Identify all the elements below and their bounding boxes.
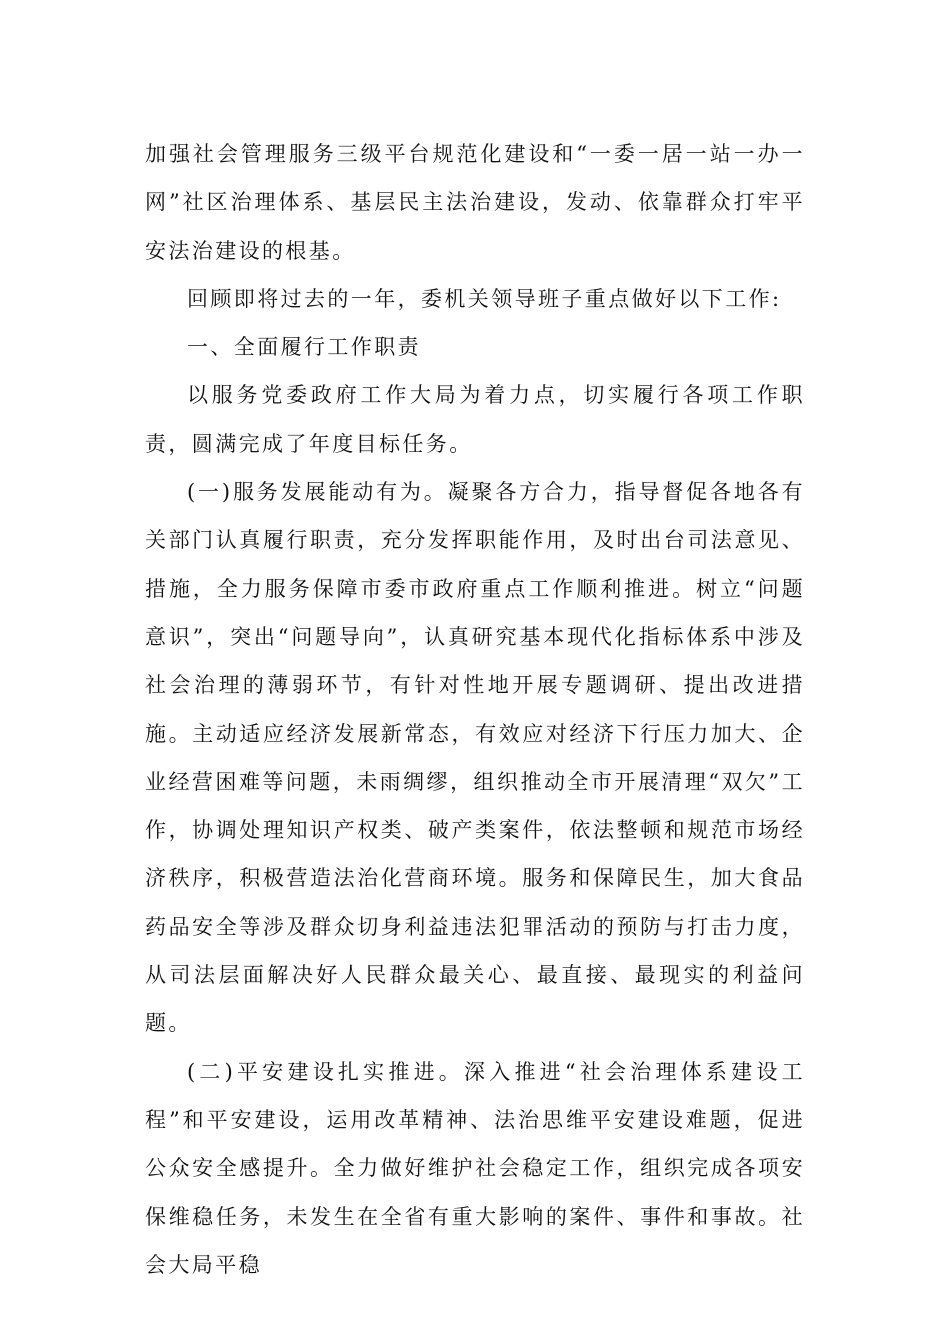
paragraph-intro-continuation: 加强社会管理服务三级平台规范化建设和“一委一居一站一办一网”社区治理体系、基层民主法治建设，发动、依靠群众打牢平安法治建设的根基。 <box>145 142 805 263</box>
section-heading-1: 一、全面履行工作职责 <box>187 335 421 360</box>
paragraph-subsection-1: (一)服务发展能动有为。凝聚各方合力，指导督促各地各有关部门认真履行职责，充分发挥职能作用，及时出台司法意见、措施，全力服务保障市委市政府重点工作顺利推进。树立“问题意识”，突出“问题导向”，认真研究基本现代化指标体系中涉及社会治理的薄弱环节，有针对性地开展专题调研、提出改进措施。主动适应经济发展新常态，有效应对经济下行压力加大、企业经营困难等问题，未雨绸缪，组织推动全市开展清理“双欠”工作，协调处理知识产权类、破产类案件，依法整顿和规范市场经济秩序，积极营造法治化营商环境。服务和保障民生，加大食品药品安全等涉及群众切身利益违法犯罪活动的预防与打击力度，从司法层面解决好人民群众最关心、最直接、最现实的利益问题。 <box>145 480 805 1036</box>
paragraph-section-1-intro: 以服务党委政府工作大局为着力点，切实履行各项工作职责，圆满完成了年度目标任务。 <box>145 383 805 456</box>
paragraph-subsection-2: (二)平安建设扎实推进。深入推进“社会治理体系建设工程”和平安建设，运用改革精神、法治思维平安建设难题，促进公众安全感提升。全力做好维护社会稳定工作，组织完成各项安保维稳任务，未发生在全省有重大影响的案件、事件和事故。社会大局平稳 <box>145 1059 805 1277</box>
document-body <box>145 130 805 1289</box>
paragraph-review-summary: 回顾即将过去的一年，委机关领导班子重点做好以下工作: <box>187 286 782 311</box>
